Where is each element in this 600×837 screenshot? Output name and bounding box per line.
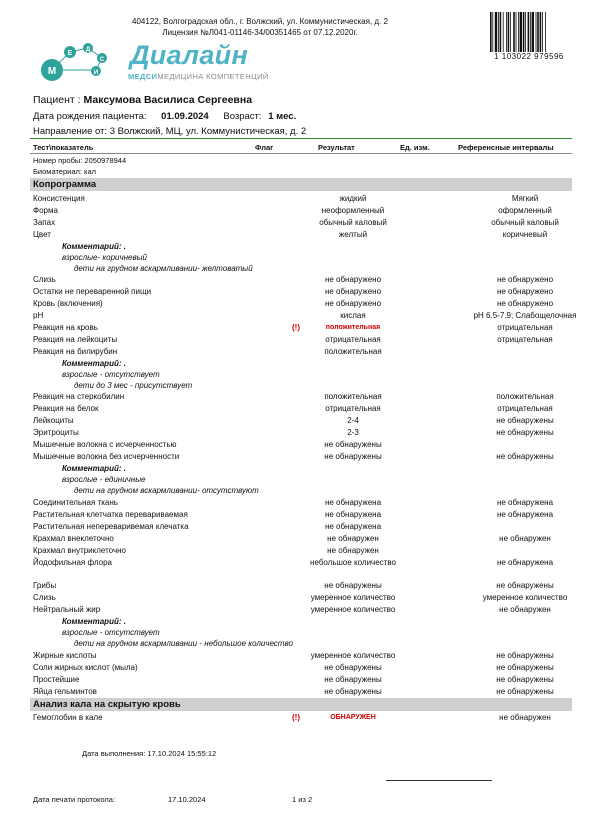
row-result: не обнаружено xyxy=(324,287,382,296)
row-result: кислая xyxy=(340,311,366,320)
table-row xyxy=(30,712,572,724)
sample-number: Номер пробы: 2050978944 xyxy=(33,156,127,165)
row-test-name: Соли жирных кислот (мыла) xyxy=(33,663,138,672)
brand-sub-medsi: МЕДСИ xyxy=(128,72,158,81)
sample-material: Биоматериал: кал xyxy=(33,167,97,176)
table-row xyxy=(30,403,572,415)
table-row xyxy=(30,286,572,298)
row-comment xyxy=(62,241,253,274)
row-test-name: Йодофильная флора xyxy=(33,558,112,567)
row-test-name: Остатки не переваренной пищи xyxy=(33,287,152,296)
clinic-address: 404122, Волгоградская обл., г. Волжский, ул. Коммунистическая, д. 2 xyxy=(132,17,388,26)
barcode-bar xyxy=(525,12,526,52)
row-result: отрицательная xyxy=(325,335,381,344)
row-result: небольшое количество xyxy=(310,558,396,567)
patient-name-line xyxy=(33,94,252,106)
row-result: не обнаружены xyxy=(324,452,382,461)
comment-heading: Комментарий: . xyxy=(62,617,126,626)
clinic-logo xyxy=(38,38,278,88)
patient-name: Максумова Василиса Сергеевна xyxy=(83,94,253,106)
barcode-bar xyxy=(532,12,534,52)
barcode-bar xyxy=(536,12,537,52)
comment-line-children: дети на грудном вскармливании - небольшое количество xyxy=(74,639,293,648)
table-row xyxy=(30,439,572,451)
barcode-bar xyxy=(520,12,522,52)
row-result: не обнаружен xyxy=(327,534,379,543)
barcode-bar xyxy=(528,12,530,52)
logo-letter-d: Д xyxy=(85,47,91,53)
barcode-bar xyxy=(518,12,519,52)
completion-date: Дата выполнения: 17.10.2024 15:55:12 xyxy=(82,749,217,758)
table-row xyxy=(30,580,572,592)
row-test-name: Крахмал внеклеточно xyxy=(33,534,114,543)
row-test-name: Реакция на лейкоциты xyxy=(33,335,118,344)
barcode-bar xyxy=(510,12,511,52)
row-reference: не обнаружен xyxy=(499,713,551,722)
row-reference: не обнаружена xyxy=(496,510,554,519)
comment-line-adults: взрослые - отсутствует xyxy=(62,628,160,637)
age-label: Возраст: xyxy=(223,111,262,122)
row-test-name: Соединительная ткань xyxy=(33,498,118,507)
barcode-bar xyxy=(545,12,546,52)
row-test-name: Реакция на белок xyxy=(33,404,99,413)
row-result: обычный каловый xyxy=(319,218,387,227)
row-result: отрицательная xyxy=(325,404,381,413)
row-reference: не обнаружено xyxy=(496,287,554,296)
row-comment xyxy=(62,616,293,649)
row-test-name: Кровь (включения) xyxy=(33,299,103,308)
dob-label: Дата рождения пациента: xyxy=(33,111,147,122)
row-result: не обнаружены xyxy=(324,581,382,590)
brand-name: Диалайн xyxy=(130,40,249,70)
row-reference: не обнаружены xyxy=(496,651,554,660)
table-row xyxy=(30,686,572,698)
barcode-number: 1 103022 979596 xyxy=(494,52,564,61)
table-row xyxy=(30,521,572,533)
barcode-bar xyxy=(503,12,504,52)
row-reference: отрицательная xyxy=(497,335,553,344)
row-reference: не обнаружены xyxy=(496,428,554,437)
row-result: положительная xyxy=(324,392,382,401)
row-comment xyxy=(62,463,259,496)
row-reference: Мягкий xyxy=(511,194,539,203)
table-row xyxy=(30,274,572,286)
row-reference: не обнаружен xyxy=(499,605,551,614)
table-row xyxy=(30,662,572,674)
comment-heading: Комментарий: . xyxy=(62,359,126,368)
dob-value: 01.09.2024 xyxy=(161,111,209,122)
row-comment xyxy=(62,358,192,391)
table-row xyxy=(30,298,572,310)
row-result: не обнаружено xyxy=(324,275,382,284)
row-result: 2-3 xyxy=(347,428,359,437)
row-result: положительная xyxy=(324,347,382,356)
comment-heading: Комментарий: . xyxy=(62,242,126,251)
row-test-name: Гемоглобин в кале xyxy=(33,713,103,722)
table-row xyxy=(30,322,572,334)
table-row xyxy=(30,229,572,241)
row-reference: pH 6.5-7.9; Слабощелочная xyxy=(473,311,577,320)
table-row xyxy=(30,205,572,217)
col-header-flag: Флаг xyxy=(255,143,274,152)
row-test-name: Простейшие xyxy=(33,675,80,684)
row-reference: оформленный xyxy=(498,206,552,215)
row-test-name: Нейтральный жир xyxy=(33,605,101,614)
row-result: 2-4 xyxy=(347,416,359,425)
table-row xyxy=(30,509,572,521)
row-test-name: Реакция на билирубин xyxy=(33,347,118,356)
barcode-bar xyxy=(492,12,493,52)
row-result: желтый xyxy=(338,230,368,239)
col-header-result: Результат xyxy=(318,143,355,152)
row-result: умеренное количество xyxy=(310,593,396,602)
row-reference: отрицательная xyxy=(497,404,553,413)
row-result: положительная xyxy=(325,324,381,331)
print-date: 17.10.2024 xyxy=(168,795,206,804)
row-reference: не обнаружены xyxy=(496,687,554,696)
table-row xyxy=(30,557,572,569)
table-row xyxy=(30,427,572,439)
table-row xyxy=(30,650,572,662)
row-result: не обнаружены xyxy=(324,675,382,684)
row-reference: не обнаружена xyxy=(496,498,554,507)
row-test-name: Растительная клетчатка перевариваемая xyxy=(33,510,188,519)
referral-line: Направление от: 3 Волжский, МЦ, ул. Коммунистическая, д. 2 xyxy=(33,126,307,137)
row-test-name: pH xyxy=(33,311,44,320)
table-row xyxy=(30,545,572,557)
row-test-name: Растительная непереваривемая клечатка xyxy=(33,522,189,531)
patient-name-label: Пациент : xyxy=(33,94,81,106)
row-result: не обнаружено xyxy=(324,299,382,308)
barcode-bar xyxy=(490,12,492,52)
section-coprogram: Копрограмма xyxy=(30,178,572,191)
row-test-name: Консистенция xyxy=(33,194,85,203)
comment-line-adults: взрослые- коричневый xyxy=(62,253,147,262)
row-test-name: Мышечные волокна с исчерченностью xyxy=(33,440,177,449)
barcode-bar xyxy=(500,12,502,52)
row-test-name: Крахмал внутриклеточно xyxy=(33,546,126,555)
row-reference: не обнаружено xyxy=(496,275,554,284)
table-row xyxy=(30,217,572,229)
barcode-bar xyxy=(513,12,515,52)
row-reference: не обнаружен xyxy=(499,534,551,543)
comment-line-adults: взрослые - отсутствует xyxy=(62,370,160,379)
table-row xyxy=(30,310,577,322)
table-row xyxy=(30,533,572,545)
row-test-name: Форма xyxy=(33,206,58,215)
table-row xyxy=(30,193,572,205)
row-test-name: Лейкоциты xyxy=(33,416,74,425)
comment-line-adults: взрослые - единичные xyxy=(62,475,146,484)
row-reference: положительная xyxy=(496,392,554,401)
table-row xyxy=(30,674,572,686)
barcode-bar xyxy=(508,12,510,52)
comment-heading: Комментарий: . xyxy=(62,464,126,473)
medsi-molecule-icon xyxy=(38,38,128,88)
row-reference: отрицательная xyxy=(497,323,553,332)
comment-line-children: дети до 3 мес - присутствует xyxy=(74,381,193,390)
barcode-bar xyxy=(495,12,497,52)
brand-sub-rest: МЕДИЦИНА КОМПЕТЕНЦИЙ xyxy=(157,72,269,81)
signature-line xyxy=(386,780,492,781)
row-reference: не обнаружены xyxy=(496,663,554,672)
barcode-bar xyxy=(516,12,517,52)
row-test-name: Грибы xyxy=(33,581,57,590)
row-result: неоформленный xyxy=(321,206,385,215)
section-occult-blood: Анализ кала на скрытую кровь xyxy=(30,698,572,711)
row-test-name: Цвет xyxy=(33,230,51,239)
barcode-bar xyxy=(523,12,525,52)
clinic-license: Лицензия №Л041-01146-34/00351465 от 07.12.2020г. xyxy=(162,28,358,37)
table-row xyxy=(30,415,572,427)
barcode-bar xyxy=(498,12,499,52)
row-result: не обнаружена xyxy=(324,522,382,531)
row-reference: не обнаружены xyxy=(496,581,554,590)
table-row xyxy=(30,497,572,509)
row-test-name: Слизь xyxy=(33,593,56,602)
barcode-bar xyxy=(530,12,531,52)
barcode-bar xyxy=(542,12,543,52)
row-result: не обнаружен xyxy=(327,546,379,555)
row-result: умеренное количество xyxy=(310,605,396,614)
row-result: умеренное количество xyxy=(310,651,396,660)
row-test-name: Эритроциты xyxy=(33,428,79,437)
row-reference: не обнаружено xyxy=(496,299,554,308)
logo-letter-i: И xyxy=(93,70,99,76)
print-date-label: Дата печати протокола: xyxy=(33,795,116,804)
barcode xyxy=(490,12,570,52)
logo-letter-e: Е xyxy=(67,50,73,57)
col-header-unit: Ед. изм. xyxy=(400,143,430,152)
patient-dates-line xyxy=(33,111,296,122)
row-reference: обычный каловый xyxy=(491,218,559,227)
row-result: жидкий xyxy=(339,194,367,203)
col-header-test: Тест\показатель xyxy=(33,143,94,152)
table-row xyxy=(30,391,572,403)
row-test-name: Жирные кислоты xyxy=(33,651,97,660)
row-reference: не обнаружены xyxy=(496,416,554,425)
table-row xyxy=(30,334,572,346)
logo-letter-s: С xyxy=(99,57,105,63)
logo-letter-m: М xyxy=(47,66,57,77)
row-test-name: Мышечные волокна без исчерченности xyxy=(33,452,180,461)
col-header-ref: Референсные интервалы xyxy=(458,143,554,152)
row-test-name: Запах xyxy=(33,218,56,227)
row-reference: не обнаружены xyxy=(496,452,554,461)
row-flag: (!) xyxy=(292,323,300,332)
row-result: не обнаружена xyxy=(324,498,382,507)
barcode-bar xyxy=(537,12,539,52)
row-flag: (!) xyxy=(292,713,300,722)
row-reference: умеренное количество xyxy=(482,593,568,602)
row-result: не обнаружена xyxy=(324,510,382,519)
comment-line-children: дети на грудном вскармливании- желтоватый xyxy=(74,264,253,273)
row-reference: не обнаружена xyxy=(496,558,554,567)
top-rule xyxy=(30,138,572,139)
row-test-name: Яйца гельминтов xyxy=(33,687,97,696)
clinic-address-block xyxy=(100,16,420,38)
row-result: не обнаружены xyxy=(324,687,382,696)
table-row xyxy=(30,451,572,463)
table-row xyxy=(30,592,572,604)
page-counter: 1 из 2 xyxy=(292,795,313,804)
barcode-bar xyxy=(540,12,542,52)
row-reference: не обнаружены xyxy=(496,675,554,684)
row-result: не обнаружены xyxy=(324,663,382,672)
brand-subtitle xyxy=(128,72,269,81)
comment-line-children: дети на грудном вскармливании- отсутствуют xyxy=(74,486,259,495)
barcode-bar xyxy=(506,12,507,52)
age-value: 1 мес. xyxy=(268,111,297,122)
row-reference: коричневый xyxy=(502,230,548,239)
table-row xyxy=(30,346,572,358)
row-test-name: Реакция на стеркобилин xyxy=(33,392,125,401)
header-rule xyxy=(30,153,572,154)
row-test-name: Слизь xyxy=(33,275,56,284)
table-row xyxy=(30,604,572,616)
row-result: ОБНАРУЖЕН xyxy=(330,714,376,721)
row-test-name: Реакция на кровь xyxy=(33,323,98,332)
row-result: не обнаружены xyxy=(324,440,382,449)
